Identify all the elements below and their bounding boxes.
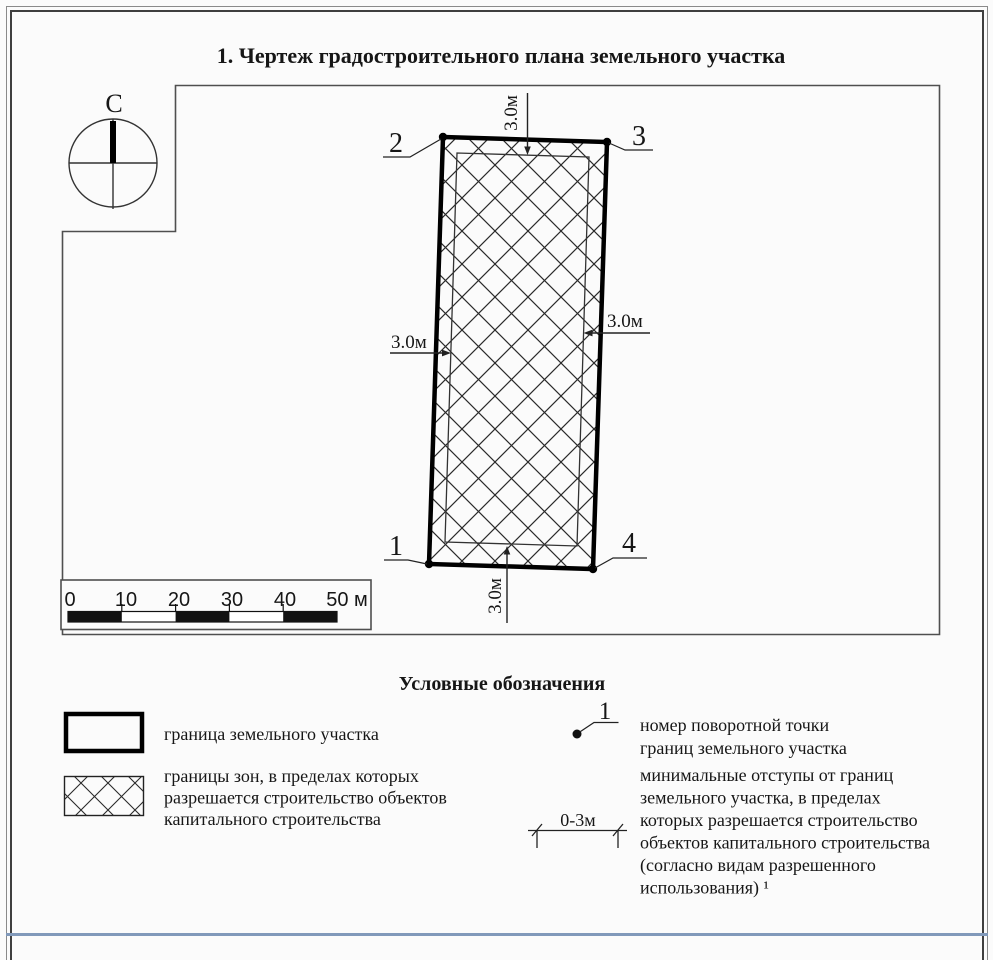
corner-label-1: 1	[389, 531, 403, 562]
page-title: 1. Чертеж градостроительного плана земельного участка	[216, 43, 786, 68]
north-label: С	[105, 89, 123, 118]
legend-heading: Условные обозначения	[398, 673, 606, 695]
scale-segment-filled-1	[68, 612, 122, 623]
land-plot	[425, 133, 611, 573]
legend-swatch-boundary	[66, 714, 142, 751]
scale-label-10: 10	[114, 589, 138, 611]
legend-point-dot	[573, 730, 582, 739]
scale-label-30: 30	[220, 589, 244, 611]
corner-label-3: 3	[632, 121, 646, 152]
scale-segment-filled-3	[283, 612, 337, 623]
legend-label-setback-line3: которых разрешается строительство	[640, 810, 918, 830]
leader-point-3	[609, 143, 653, 150]
north-compass-icon	[69, 89, 157, 209]
dim-label-top: 3.0м	[501, 95, 522, 131]
legend-label-setback-line1: минимальные отступы от границ	[640, 765, 894, 785]
legend-label-setback-line4: объектов капитального строительства	[640, 832, 930, 853]
legend-item-zones	[65, 766, 447, 829]
legend-item-setback	[528, 765, 930, 899]
legend-point-number: 1	[598, 698, 612, 725]
leader-point-4	[595, 558, 647, 568]
dim-label-left: 3.0м	[391, 332, 427, 353]
scale-label-20: 20	[167, 589, 191, 611]
legend-label-zones-line3: капитального строительства	[164, 809, 381, 829]
legend-dim-value: 0-3м	[560, 810, 596, 830]
legend-item-turning-point	[573, 698, 847, 758]
legend-label-zones-line2: разрешается строительство объектов	[164, 787, 447, 808]
corner-dot-4	[589, 565, 597, 573]
legend-label-setback-line2: земельного участка, в пределах	[640, 787, 881, 808]
legend-label-point-line2: границ земельного участка	[640, 738, 847, 758]
scale-label-50m: 50 м	[326, 589, 368, 611]
legend-label-point-line1: номер поворотной точки	[640, 715, 830, 735]
legend-label-zones-line1: границы зон, в пределах которых	[164, 766, 419, 786]
legend-label-setback-line5: (согласно видам разрешенного	[640, 855, 876, 875]
dim-label-bottom: 3.0м	[485, 578, 506, 614]
scale-label-0: 0	[64, 589, 76, 611]
legend-item-boundary	[66, 714, 379, 751]
legend-swatch-zones	[65, 777, 144, 816]
scale-segment-filled-2	[176, 612, 230, 623]
scale-bar	[61, 580, 371, 630]
corner-dot-3	[603, 138, 611, 146]
scale-label-40: 40	[273, 589, 297, 611]
corner-label-2: 2	[389, 128, 403, 159]
legend-label-boundary: граница земельного участка	[164, 724, 379, 744]
dim-label-right: 3.0м	[607, 311, 643, 332]
legend-dim-extensions	[537, 831, 618, 849]
corner-label-4: 4	[622, 528, 636, 559]
legend-label-setback-line6: использования) ¹	[640, 877, 769, 898]
